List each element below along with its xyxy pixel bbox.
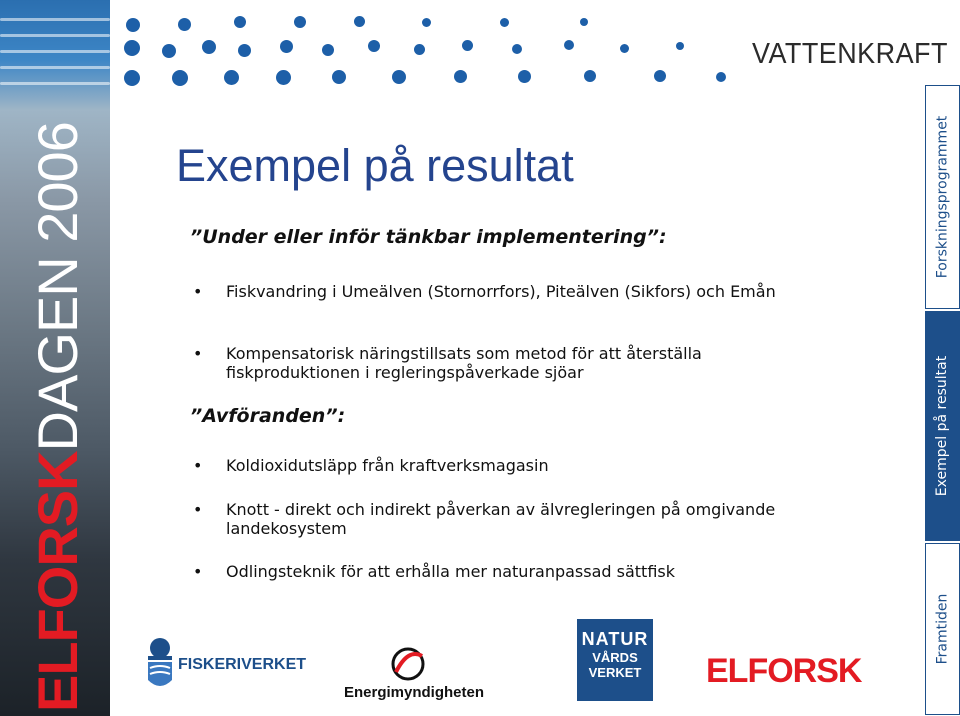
dot	[276, 70, 291, 85]
dot	[414, 44, 425, 55]
decorative-dots	[110, 0, 750, 110]
list-item-text: Odlingsteknik för att erhålla mer naturanpassad sättfisk	[226, 562, 676, 581]
tab-label: Framtiden	[934, 593, 951, 665]
elforskdagen-vertical-text	[26, 122, 89, 712]
dot	[620, 44, 629, 53]
dot	[462, 40, 473, 51]
page-title: Exempel på resultat	[176, 140, 574, 191]
naturvardsverket-logo	[577, 619, 653, 701]
dot	[512, 44, 522, 54]
dot	[500, 18, 509, 27]
energimyndigheten-text: Energimyndigheten	[344, 684, 485, 701]
list-item	[193, 500, 793, 538]
bullet: •	[193, 456, 203, 475]
dot	[124, 40, 140, 56]
section-heading-avforanden: ”Avföranden”:	[190, 405, 346, 427]
dot	[392, 70, 406, 84]
left-photo-strip	[0, 0, 110, 716]
dot	[676, 42, 684, 50]
list-item	[193, 562, 793, 581]
tab-label: Forskningsprogrammet	[934, 115, 951, 279]
energy-swirl-icon	[388, 644, 428, 684]
wave-line	[0, 66, 110, 69]
section-tab-rail	[925, 85, 960, 716]
section-heading-implementation: ”Under eller inför tänkbar implementering”:	[190, 226, 667, 248]
dot	[322, 44, 334, 56]
dot	[162, 44, 176, 58]
wave-line	[0, 18, 110, 21]
dot	[224, 70, 239, 85]
list-item	[193, 456, 793, 475]
tab-exempel-pa-resultat[interactable]	[925, 311, 960, 541]
wave-line	[0, 50, 110, 53]
dot	[584, 70, 596, 82]
dot	[280, 40, 293, 53]
dot	[716, 72, 726, 82]
dot	[368, 40, 380, 52]
fiskeriverket-text: FISKERIVERKET	[178, 656, 307, 673]
wave-line	[0, 34, 110, 37]
dot	[454, 70, 467, 83]
bullet: •	[193, 282, 203, 301]
list-item-text: Fiskvandring i Umeälven (Stornorrfors), Piteälven (Sikfors) och Emån	[226, 282, 776, 301]
dot	[172, 70, 188, 86]
wave-line	[0, 82, 110, 85]
dot	[654, 70, 666, 82]
dot	[422, 18, 431, 27]
dot	[518, 70, 531, 83]
bullet: •	[193, 344, 203, 363]
dot	[124, 70, 140, 86]
bullet: •	[193, 562, 203, 581]
bullet: •	[193, 500, 203, 519]
list-item-text: Kompensatorisk näringstillsats som metod för att återställa fiskproduktionen i regleringspåverkade sjöar	[226, 344, 702, 382]
list-item	[193, 344, 793, 382]
tab-framtiden[interactable]	[925, 543, 960, 715]
list-item-text: Knott - direkt och indirekt påverkan av älvregleringen på omgivande landekosystem	[226, 500, 776, 538]
tab-label: Exempel på resultat	[934, 355, 951, 497]
dot	[354, 16, 365, 27]
dot	[238, 44, 251, 57]
elforsk-text: ELFORSK	[706, 652, 862, 690]
natur-line2: VÅRDS	[592, 650, 638, 665]
list-item	[193, 282, 793, 301]
list-item-text: Koldioxidutsläpp från kraftverksmagasin	[226, 456, 549, 475]
natur-line1: NATUR	[581, 629, 649, 649]
dot	[332, 70, 346, 84]
dot	[178, 18, 191, 31]
crown-fish-icon	[144, 636, 176, 692]
tab-forskningsprogrammet[interactable]	[925, 85, 960, 309]
dot	[202, 40, 216, 54]
dot	[234, 16, 246, 28]
dot	[126, 18, 140, 32]
elforsk-logo	[706, 652, 861, 691]
strip-text-elforsk: ELFORSK	[26, 451, 89, 712]
dot	[294, 16, 306, 28]
fiskeriverket-logo	[144, 636, 307, 696]
vattenkraft-brand: VATTENKRAFT	[752, 38, 948, 70]
strip-text-dagen: DAGEN 2006	[26, 122, 89, 452]
natur-line3: VERKET	[588, 665, 642, 680]
dot	[564, 40, 574, 50]
dot	[580, 18, 588, 26]
